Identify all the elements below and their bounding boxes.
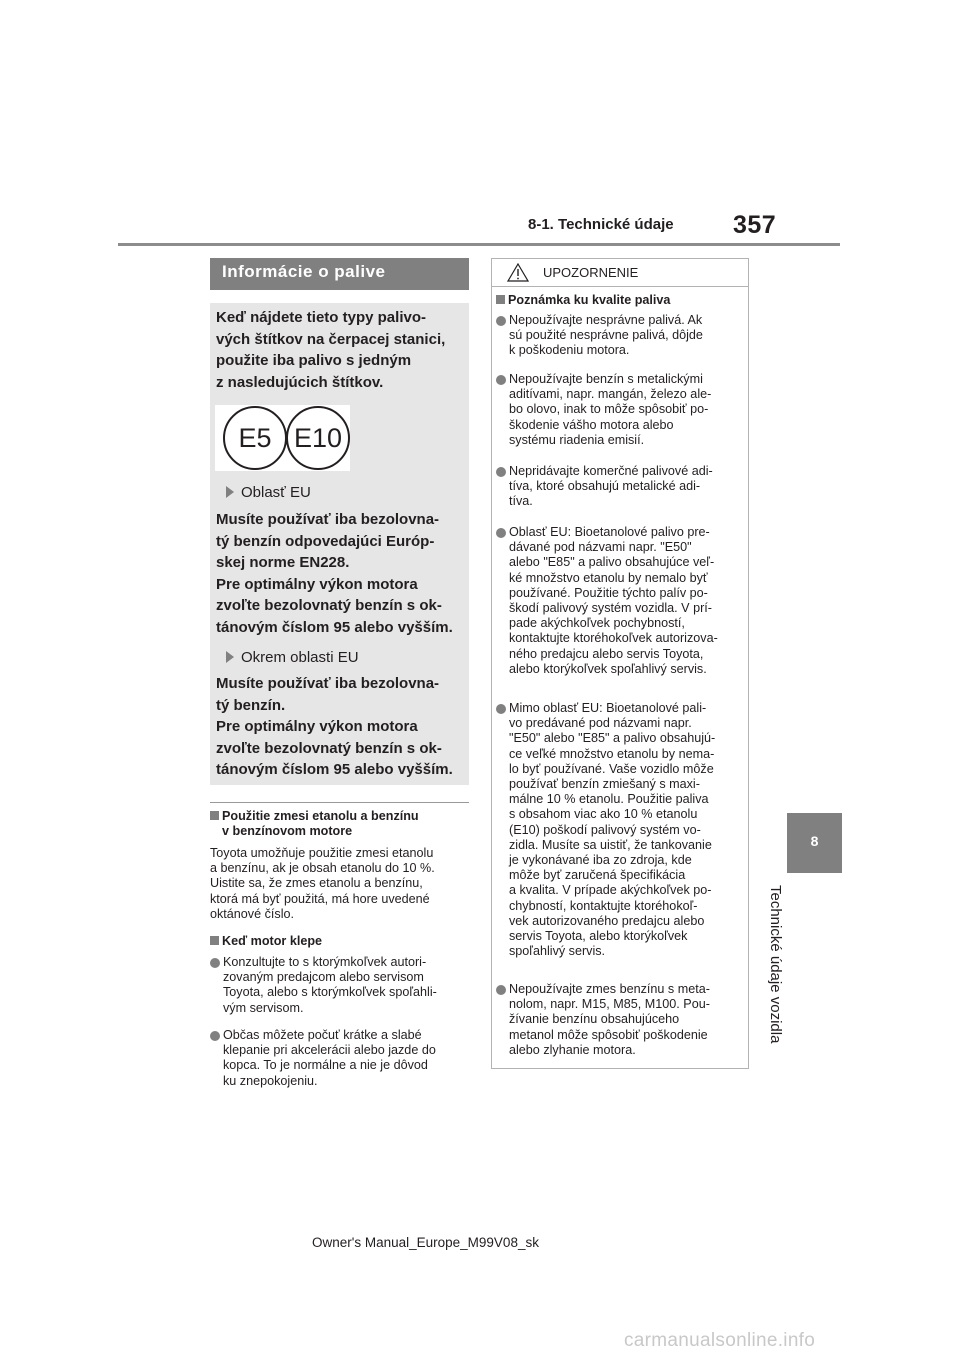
triangle-bullet-icon (226, 651, 234, 663)
warning-line: vek autorizovaného predajcu alebo (509, 913, 705, 928)
chapter-label-text: Technické údaje vozidla (767, 885, 784, 1044)
warning-line: Nepoužívajte nesprávne palivá. Ak (509, 313, 703, 327)
knock-item (210, 955, 473, 1016)
warning-item (496, 464, 757, 510)
section-divider (210, 802, 469, 803)
round-bullet-icon (210, 1031, 220, 1041)
knock-heading (210, 934, 470, 949)
warning-line: Oblasť EU: Bioetanolové palivo pre- (509, 525, 710, 539)
warning-line: a kvalita. V prípade akýchkoľvek po- (509, 883, 712, 898)
info-intro (216, 307, 466, 393)
ethanol-body-line: Uistite sa, že zmes etanolu a benzínu, (210, 876, 423, 891)
warning-header-rule (492, 286, 748, 287)
round-bullet-icon (496, 985, 506, 995)
round-bullet-icon (496, 316, 506, 326)
round-bullet-icon (496, 375, 506, 385)
ethanol-heading (210, 809, 470, 839)
warning-line: málne 10 % etanolu. Použitie paliva (509, 792, 709, 807)
footer-text: Owner's Manual_Europe_M99V08_sk (312, 1235, 539, 1250)
section-title: 8-1. Technické údaje (528, 216, 674, 233)
warning-line: alebo ktorýkoľvek spoľahlivý servis. (509, 661, 707, 676)
round-bullet-icon (496, 467, 506, 477)
knock-item-line: Toyota, alebo s ktorýmkoľvek spoľahli- (223, 985, 437, 1000)
ethanol-body-line: oktánové číslo. (210, 906, 295, 921)
fuel-label-e10: E10 (286, 406, 350, 470)
non-eu-text-line: Pre optimálny výkon motora (216, 718, 418, 735)
chapter-number: 8 (810, 833, 819, 849)
eu-text-line: Musíte používať iba bezolovna- (216, 511, 440, 528)
warning-line: s obsahom viac ako 10 % etanolu (509, 807, 698, 822)
warning-line: je vykonávané iba zo zdroja, kde (509, 853, 692, 868)
non-eu-text-line: tý benzín. (216, 696, 286, 714)
fuel-label-e5: E5 (223, 406, 287, 470)
warning-line: Nepridávajte komerčné palivové adi- (509, 464, 713, 478)
warning-line: tíva. (509, 494, 533, 509)
info-box-header (210, 258, 469, 290)
round-bullet-icon (210, 958, 220, 968)
warning-line: (E10) poškodí palivový systém vo- (509, 822, 701, 837)
chapter-tab (787, 813, 842, 873)
knock-item-line: zovaným predajcom alebo servisom (223, 970, 424, 985)
warning-item (496, 982, 757, 1058)
info-box-title: Informácie o palive (222, 262, 386, 281)
ethanol-heading-line: v benzínovom motore (222, 824, 353, 839)
warning-line: Nepoužívajte benzín s metalickými (509, 372, 703, 386)
warning-line: škodenie vášho motora alebo (509, 417, 674, 432)
knock-item-line: vým servisom. (223, 1000, 304, 1015)
knock-item-line: Konzultujte to s ktorýmkoľvek autori- (223, 955, 427, 969)
warning-line: systému riadenia emisií. (509, 432, 645, 447)
chapter-label (767, 885, 810, 1065)
region-eu (226, 483, 311, 503)
region-non-eu (226, 648, 359, 668)
page-number: 357 (733, 211, 777, 239)
warning-line: alebo zlyhanie motora. (509, 1042, 636, 1057)
warning-line: zidla. Musíte sa uistiť, že tankovanie (509, 837, 712, 852)
knock-item-line: klepanie pri akcelerácii alebo jazde do (223, 1043, 436, 1058)
warning-line: ké množstvo etanolu by nemalo byť (509, 570, 708, 585)
round-bullet-icon (496, 704, 506, 714)
knock-item-line: kopca. To je normálne a nie je dôvod (223, 1058, 428, 1073)
non-eu-text-line: tánovým číslom 95 alebo vyšším. (216, 761, 453, 778)
warning-item (496, 525, 757, 677)
warning-line: bo olovo, inak to môže spôsobiť po- (509, 402, 709, 417)
knock-heading-text: Keď motor klepe (222, 934, 323, 948)
info-intro-line: použite iba palivo s jedným (216, 352, 412, 369)
info-box (210, 303, 469, 785)
region-non-eu-label: Okrem oblasti EU (241, 649, 359, 666)
knock-item-line: ku znepokojeniu. (223, 1073, 318, 1088)
warning-line: tíva, ktoré obsahujú metalické adi- (509, 479, 701, 494)
ethanol-body-line: a benzínu, ak je obsah etanolu do 10 %. (210, 861, 435, 876)
warning-item (496, 372, 757, 448)
warning-line: "E50" alebo "E85" a palivo obsahujú- (509, 731, 716, 746)
ethanol-body (210, 846, 470, 922)
ethanol-heading-line: Použitie zmesi etanolu a benzínu (222, 809, 419, 823)
fuel-label-area (215, 405, 350, 471)
warning-line: sú použité nesprávne palivá, dôjde (509, 328, 703, 343)
info-intro-line: vých štítkov na čerpacej stanici, (216, 330, 446, 348)
region-eu-label: Oblasť EU (241, 484, 311, 501)
warning-line: servis Toyota, alebo ktorýkoľvek (509, 929, 688, 944)
warning-subheading (496, 293, 670, 307)
warning-item (496, 313, 757, 359)
ethanol-body-line: ktorá má byť použitá, má hore uvedené (210, 891, 430, 906)
eu-text-line: tánovým číslom 95 alebo vyšším. (216, 618, 453, 636)
warning-line: aditívami, napr. mangán, železo ale- (509, 387, 712, 402)
warning-line: alebo "E85" a palivo obsahujúce veľ- (509, 555, 715, 570)
knock-item (210, 1028, 473, 1089)
triangle-bullet-icon (226, 486, 234, 498)
warning-line: nolom, napr. M15, M85, M100. Pou- (509, 997, 710, 1012)
eu-text-line: skej norme EN228. (216, 554, 350, 571)
non-eu-text (216, 673, 466, 781)
warning-line: pade akýchkoľvek pochybností, (509, 616, 685, 631)
square-bullet-icon (496, 295, 505, 304)
warning-line: Mimo oblasť EU: Bioetanolové pali- (509, 701, 707, 715)
eu-text (216, 509, 466, 638)
eu-text-line: Pre optimálny výkon motora (216, 575, 418, 593)
warning-line: používať benzín zmiešaný s maxi- (509, 777, 700, 792)
knock-item-line: Občas môžete počuť krátke a slabé (223, 1028, 422, 1042)
non-eu-text-line: zvoľte bezolovnatý benzín s ok- (216, 739, 442, 757)
warning-line: žívanie benzínu obsahujúceho (509, 1012, 680, 1027)
watermark: carmanualsonline.info (624, 1330, 816, 1351)
warning-line: dávané pod názvami napr. "E50" (509, 540, 692, 555)
warning-line: metanol môže spôsobiť poškodenie (509, 1027, 708, 1042)
square-bullet-icon (210, 936, 219, 945)
warning-title: UPOZORNENIE (543, 265, 639, 280)
warning-line: ce veľké množstvo etanolu by nema- (509, 746, 715, 761)
warning-line: vo predávané pod názvami napr. (509, 716, 692, 731)
warning-line: používané. Použitie týchto palív po- (509, 585, 708, 600)
eu-text-line: tý benzín odpovedajúci Európ- (216, 532, 435, 550)
info-intro-line: z nasledujúcich štítkov. (216, 373, 384, 391)
warning-triangle-icon (507, 263, 529, 282)
warning-line: lo byť používané. Vaše vozidlo môže (509, 761, 714, 776)
warning-line: spoľahlivý servis. (509, 944, 606, 959)
non-eu-text-line: Musíte používať iba bezolovna- (216, 675, 440, 692)
round-bullet-icon (496, 528, 506, 538)
warning-line: kontaktujte ktoréhokoľvek autorizova- (509, 631, 718, 646)
ethanol-body-line: Toyota umožňuje použitie zmesi etanolu (210, 846, 434, 860)
header-rule (118, 243, 840, 246)
warning-line: chybností, kontaktujte ktoréhokoľ- (509, 898, 698, 913)
square-bullet-icon (210, 811, 219, 820)
info-intro-line: Keď nájdete tieto typy palivo- (216, 309, 426, 326)
warning-line: Nepoužívajte zmes benzínu s meta- (509, 982, 710, 996)
warning-line: škodí palivový systém vozidla. V prí- (509, 601, 712, 616)
warning-line: k poškodeniu motora. (509, 343, 630, 358)
warning-item (496, 701, 757, 959)
warning-line: ného predajcu alebo servis Toyota, (509, 646, 704, 661)
warning-subheading-text: Poznámka ku kvalite paliva (508, 293, 671, 307)
warning-box (491, 258, 749, 1069)
warning-line: môže byť zaručená špecifikácia (509, 868, 686, 883)
eu-text-line: zvoľte bezolovnatý benzín s ok- (216, 597, 442, 614)
